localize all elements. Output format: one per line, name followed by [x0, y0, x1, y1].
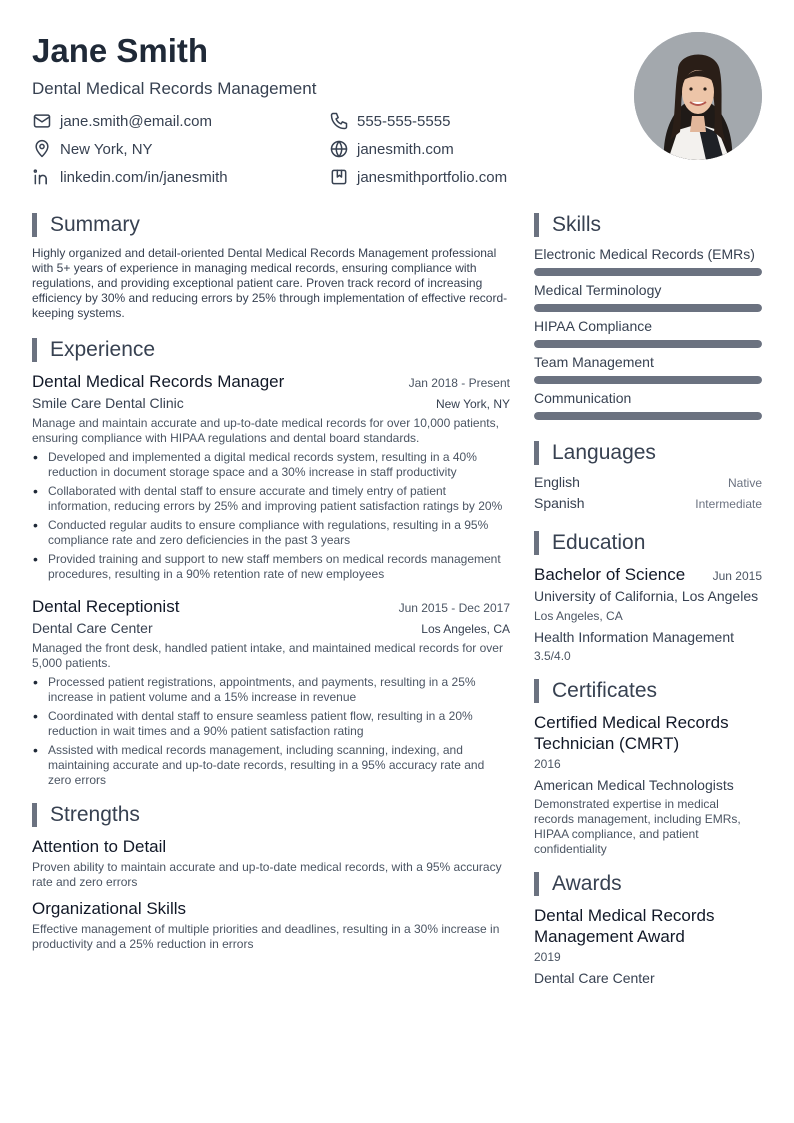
skill-item: [534, 282, 762, 312]
certificate-org: American Medical Technologists: [534, 777, 734, 793]
strengths-heading-text: Strengths: [50, 803, 140, 826]
bullet-item: • Provided training and support to new staff members on medical records management procedures, resulting in a 90% retention rate of new employees: [32, 552, 510, 582]
skill-name: Medical Terminology: [534, 282, 662, 298]
job-bullets: [32, 450, 510, 582]
right-column: [534, 212, 762, 987]
education-school: University of California, Los Angeles: [534, 588, 759, 604]
job-description: Manage and maintain accurate and up-to-date medical records for over 10,000 patients, ensuring compliance with HIPAA regulations and dental board standards.: [32, 416, 499, 445]
summary-text: Highly organized and detail-oriented Dental Medical Records Management professional with 5+ years of experience in managing medical records, ensuring compliance with regulations, and providing exceptional patient care. Proven track record of increasing efficiency by 30% and reducing errors by 25% through implementation of effective record-keeping systems.: [32, 246, 508, 320]
languages-heading-text: Languages: [552, 441, 656, 464]
skill-name: HIPAA Compliance: [534, 318, 653, 334]
contact-website-text: janesmith.com: [357, 140, 454, 158]
mail-icon: [32, 111, 52, 131]
language-name: English: [534, 474, 580, 490]
languages-heading: [534, 440, 762, 466]
skill-item: [534, 246, 762, 276]
language-item: [534, 495, 762, 516]
contact-location-text: New York, NY: [60, 140, 153, 158]
bookmark-icon: [329, 167, 349, 187]
candidate-title: Dental Medical Records Management: [32, 79, 317, 98]
contact-email[interactable]: [32, 110, 329, 132]
contact-email-text: jane.smith@email.com: [60, 112, 212, 130]
section-bar: [534, 213, 539, 237]
section-bar: [534, 531, 539, 555]
bullet-item: • Processed patient registrations, appointments, and payments, resulting in a 25% increase in patient volume and a 15% increase in revenue: [32, 675, 510, 705]
phone-icon: [329, 111, 349, 131]
skill-level-bar: [534, 268, 762, 276]
bullet-item: • Coordinated with dental staff to ensure seamless patient flow, resulting in a 20% reduction in wait times and a 90% patient satisfaction rating: [32, 709, 510, 739]
contact-linkedin-text: linkedin.com/in/janesmith: [60, 168, 228, 186]
experience-heading: [32, 337, 510, 363]
strength-description: Proven ability to maintain accurate and up-to-date medical records, with a 95% accuracy rate and zero errors: [32, 860, 502, 889]
education-heading: [534, 530, 762, 556]
resume-header: [32, 30, 592, 188]
job-entry: [32, 371, 510, 582]
location-icon: [32, 139, 52, 159]
bullet-item: • Conducted regular audits to ensure compliance with regulations, resulting in a 95% compliance rate and zero deficiencies in the past 3 years: [32, 518, 510, 548]
bullet-item: • Collaborated with dental staff to ensure accurate and timely entry of patient information, reducing errors by 25% and improving patient satisfaction ratings by 20%: [32, 484, 510, 514]
contact-website[interactable]: [329, 138, 589, 160]
skill-level-fill: [534, 304, 762, 312]
skill-level-bar: [534, 304, 762, 312]
award-year: 2019: [534, 950, 561, 964]
contact-portfolio-text: janesmithportfolio.com: [357, 168, 508, 186]
job-location: New York, NY: [435, 397, 510, 411]
linkedin-icon: [32, 167, 52, 187]
language-level: Intermediate: [695, 497, 762, 511]
skill-item: [534, 354, 762, 384]
globe-icon: [329, 139, 349, 159]
strength-item: [32, 898, 510, 952]
language-item: [534, 474, 762, 495]
education-date: Jun 2015: [712, 569, 762, 583]
skills-heading: [534, 212, 762, 238]
education-degree: Bachelor of Science: [534, 565, 686, 584]
contact-portfolio[interactable]: [329, 166, 589, 188]
section-bar: [534, 679, 539, 703]
section-bar: [32, 338, 37, 362]
language-level: Native: [727, 476, 762, 490]
contact-phone-text: 555-555-5555: [357, 112, 451, 130]
awards-heading-text: Awards: [552, 872, 622, 895]
award-org: Dental Care Center: [534, 970, 655, 986]
section-bar: [32, 803, 37, 827]
job-description: Managed the front desk, handled patient intake, and maintained medical records for over 5,000 patients.: [32, 641, 503, 670]
job-company: Smile Care Dental Clinic: [32, 395, 184, 411]
certificate-year: 2016: [534, 757, 561, 771]
candidate-name: Jane Smith: [32, 32, 209, 69]
strength-title: Organizational Skills: [32, 899, 187, 918]
job-date: Jan 2018 - Present: [408, 376, 510, 390]
profile-photo: [634, 32, 762, 160]
certificate-description: Demonstrated expertise in medical records management, including EMRs, HIPAA compliance, and patient confidentiality: [534, 797, 741, 856]
section-bar: [32, 213, 37, 237]
job-location: Los Angeles, CA: [421, 622, 510, 636]
certificates-heading: [534, 678, 762, 704]
skill-level-bar: [534, 412, 762, 420]
job-title: Dental Receptionist: [32, 597, 180, 616]
skill-level-fill: [534, 340, 762, 348]
skills-heading-text: Skills: [552, 213, 602, 236]
skill-level-fill: [534, 412, 762, 420]
section-bar: [534, 441, 539, 465]
skill-level-bar: [534, 376, 762, 384]
skill-item: [534, 390, 762, 420]
certificate-title: Certified Medical Records Technician (CMRT): [534, 713, 729, 753]
summary-heading: [32, 212, 510, 238]
summary-heading-text: Summary: [50, 213, 140, 236]
education-field: Health Information Management: [534, 629, 734, 645]
skill-level-bar: [534, 340, 762, 348]
education-gpa: 3.5/4.0: [534, 649, 571, 663]
skill-item: [534, 318, 762, 348]
skill-level-fill: [534, 268, 762, 276]
contact-location: [32, 138, 329, 160]
award-title: Dental Medical Records Management Award: [534, 906, 715, 946]
skill-name: Communication: [534, 390, 632, 406]
experience-heading-text: Experience: [50, 338, 156, 361]
contact-list: [32, 110, 592, 188]
strengths-heading: [32, 802, 510, 828]
job-date: Jun 2015 - Dec 2017: [398, 601, 510, 615]
job-title: Dental Medical Records Manager: [32, 372, 285, 391]
bullet-item: • Developed and implemented a digital medical records system, resulting in a 40% reduction in document storage space and a 30% increase in staff productivity: [32, 450, 510, 480]
education-heading-text: Education: [552, 531, 646, 554]
skill-name: Team Management: [534, 354, 654, 370]
education-location: Los Angeles, CA: [534, 609, 623, 623]
bullet-item: • Assisted with medical records management, including scanning, indexing, and maintaining accurate and up-to-date records, resulting in a 95% accuracy rate and zero errors: [32, 743, 510, 788]
job-company: Dental Care Center: [32, 620, 153, 636]
contact-phone[interactable]: [329, 110, 589, 132]
awards-heading: [534, 871, 762, 897]
strength-title: Attention to Detail: [32, 837, 167, 856]
contact-linkedin[interactable]: [32, 166, 329, 188]
job-entry: [32, 596, 510, 788]
left-column: [32, 212, 510, 960]
strength-description: Effective management of multiple priorities and deadlines, resulting in a 30% increase in productivity and a 25% reduction in errors: [32, 922, 500, 951]
certificates-heading-text: Certificates: [552, 679, 658, 702]
skill-name: Electronic Medical Records (EMRs): [534, 246, 755, 262]
job-bullets: [32, 675, 510, 788]
skill-level-fill: [534, 376, 762, 384]
strength-item: [32, 836, 510, 890]
language-name: Spanish: [534, 495, 585, 511]
section-bar: [534, 872, 539, 896]
